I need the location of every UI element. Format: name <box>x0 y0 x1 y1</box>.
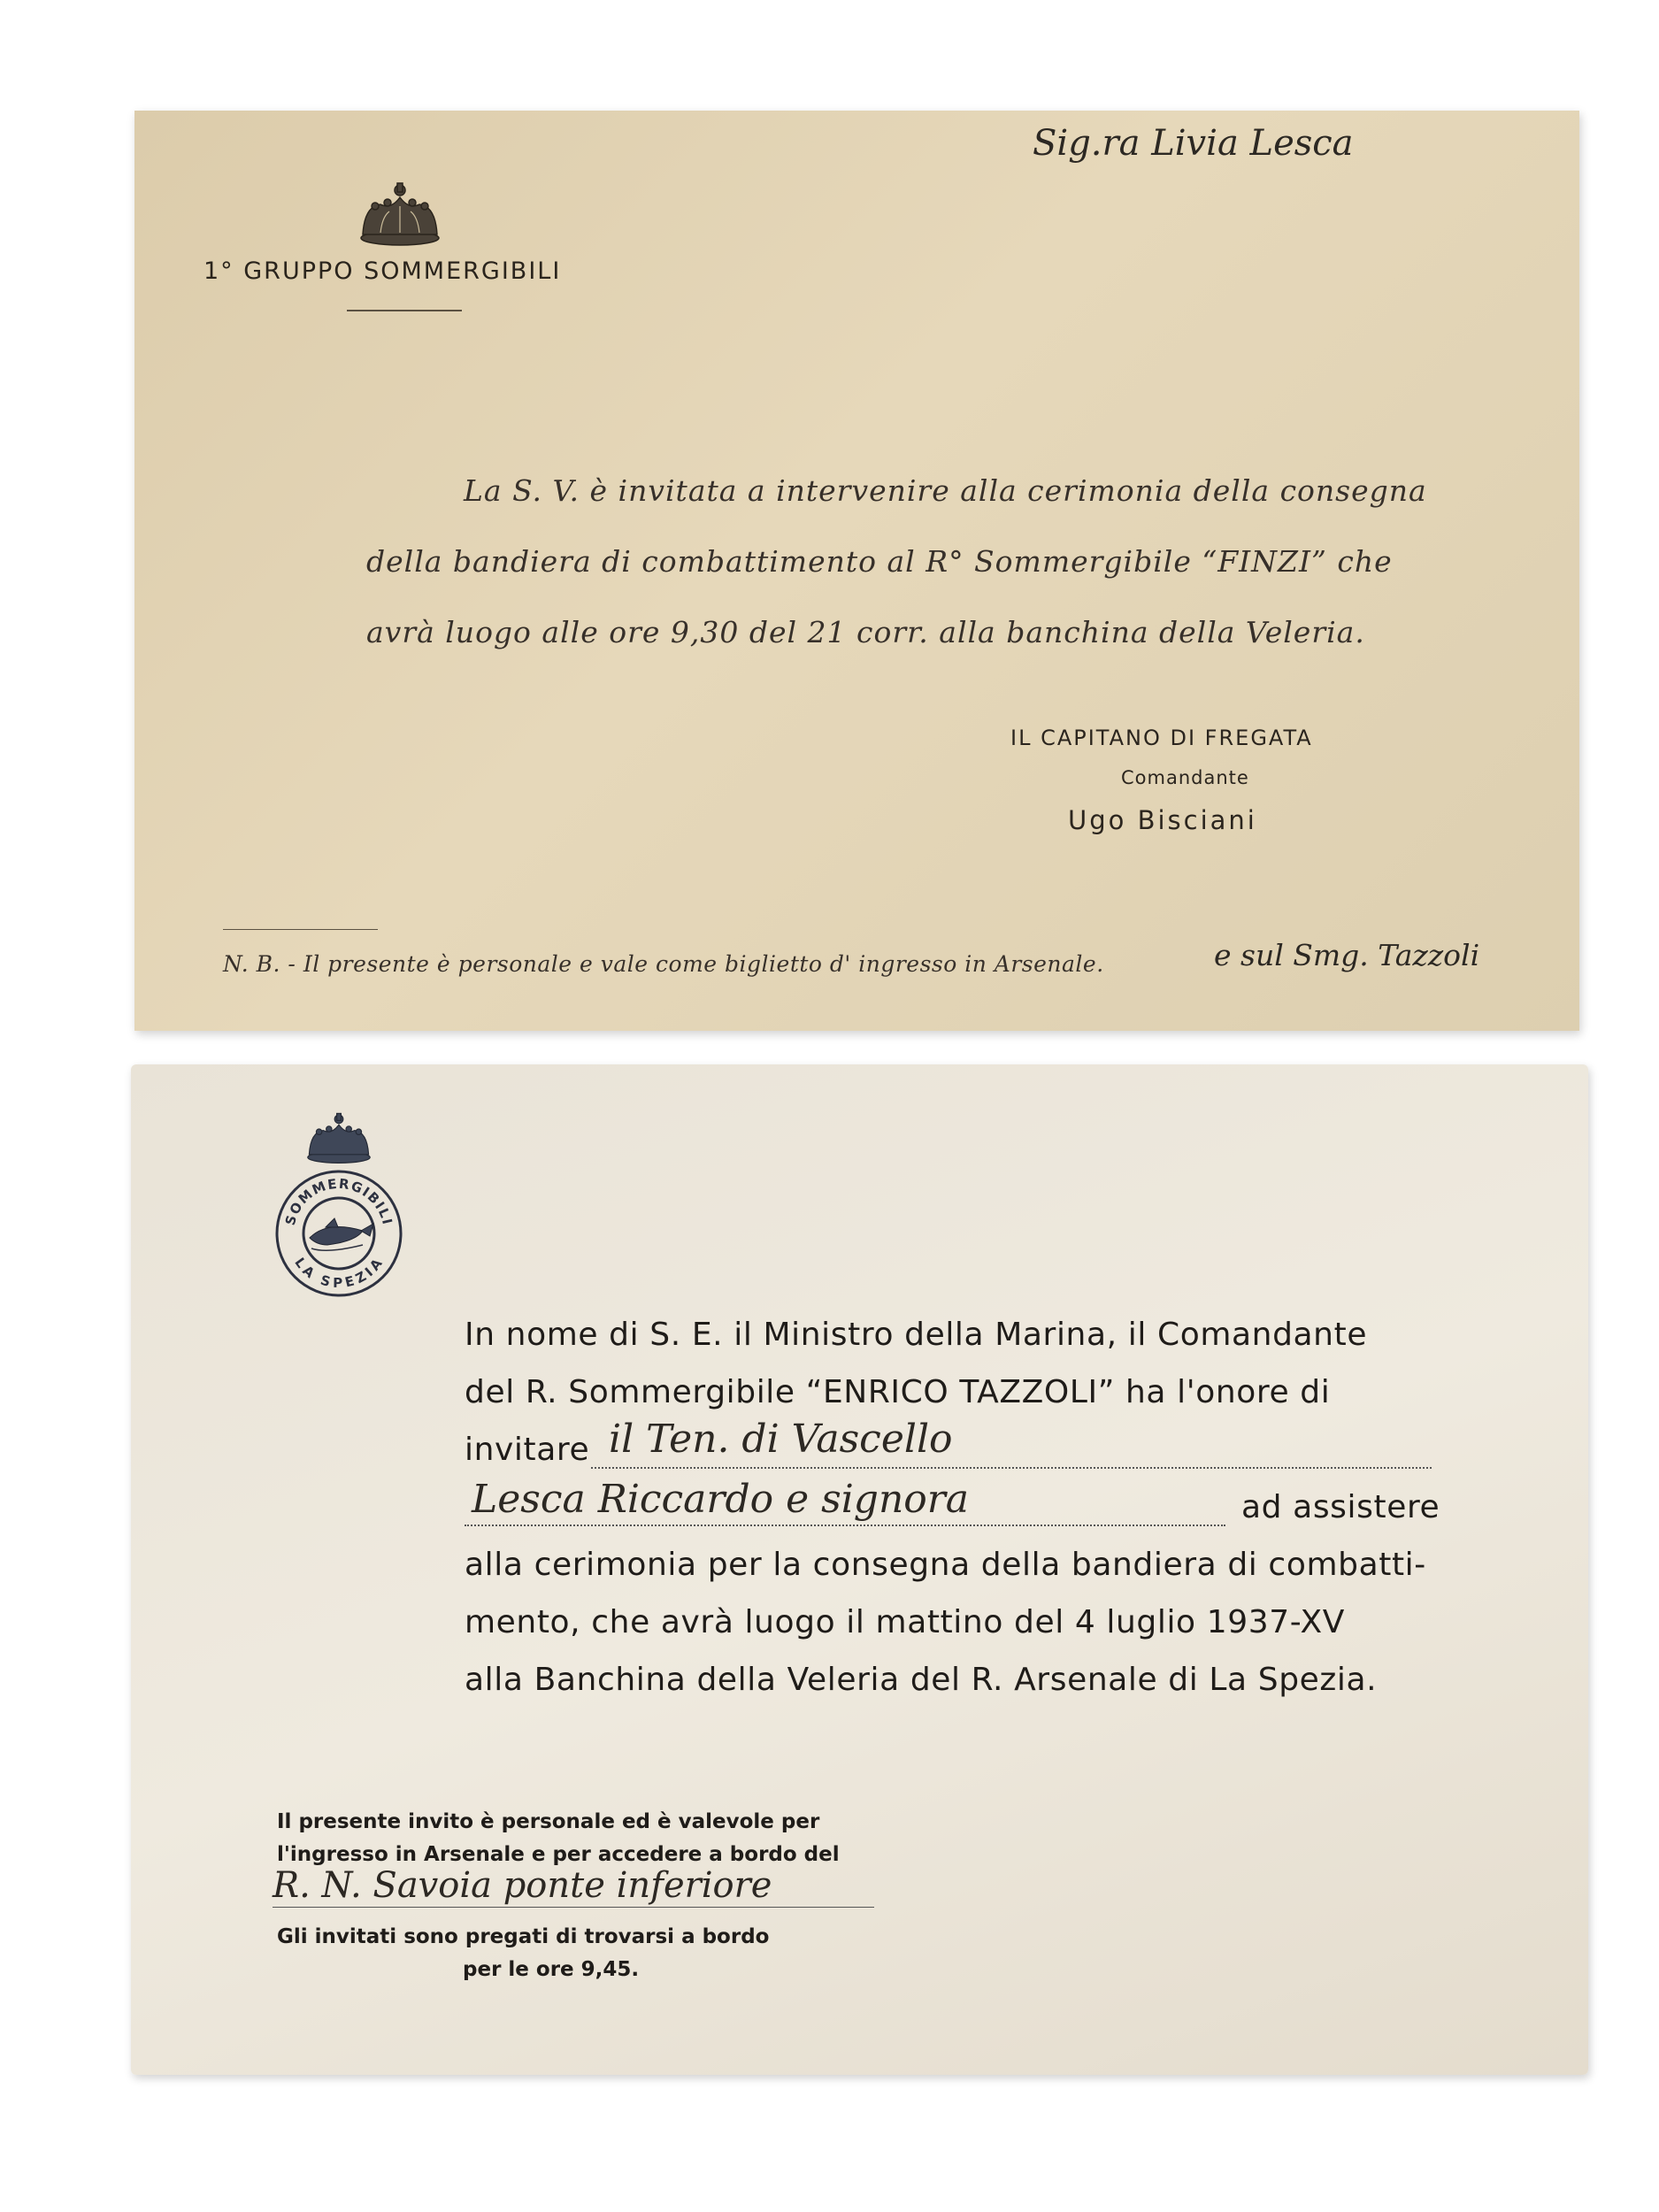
crown-icon <box>356 180 444 252</box>
invitee-line-2: Lesca Riccardo e signora <box>472 1477 970 1522</box>
invite-label: invitare <box>465 1432 590 1468</box>
group-title: 1° GRUPPO SOMMERGIBILI <box>204 257 562 285</box>
crown-icon <box>303 1110 374 1169</box>
signatory-role: Comandante <box>1121 767 1249 788</box>
body-line-3: avrà luogo alle ore 9,30 del 21 corr. alla banchina della Veleria. <box>366 615 1365 649</box>
signatory-rank: IL CAPITANO DI FREGATA <box>1010 726 1313 750</box>
note-divider <box>223 929 378 930</box>
emblem-top-text: SOMMERGIBILI <box>281 1175 396 1227</box>
handwritten-recipient: Sig.ra Livia Lesca <box>1033 123 1354 164</box>
note-handwritten-rule <box>273 1907 874 1908</box>
note-handwritten: R. N. Savoia ponte inferiore <box>273 1865 772 1906</box>
invitee-line-2-rule <box>465 1525 1225 1526</box>
svg-text:SOMMERGIBILI <box>282 1176 396 1227</box>
invitation-card-finzi <box>134 111 1579 1031</box>
invite-line-5: alla cerimonia per la consegna della bandiera di combatti- <box>465 1547 1426 1583</box>
body-line-2: della bandiera di combattimento al R° Sommergibile “FINZI” che <box>366 544 1393 579</box>
invite-line-6: mento, che avrà luogo il mattino del 4 luglio 1937-XV <box>465 1604 1346 1640</box>
entry-note-handwritten: e sul Smg. Tazzoli <box>1214 938 1480 972</box>
emblem-bottom-text: LA SPEZIA <box>291 1255 387 1292</box>
body-line-1: La S. V. è invitata a intervenire alla cerimonia della consegna <box>464 473 1427 508</box>
signatory-name: Ugo Bisciani <box>1068 805 1257 835</box>
note-line-2: l'ingresso in Arsenale e per accedere a bordo del <box>277 1843 840 1866</box>
invite-line-2: del R. Sommergibile “ENRICO TAZZOLI” ha l'onore di <box>465 1374 1331 1410</box>
note-line-4: per le ore 9,45. <box>463 1958 640 1981</box>
entry-note: N. B. - Il presente è personale e vale come biglietto d' ingresso in Arsenale. <box>223 951 1104 977</box>
invitee-line-1: il Ten. di Vascello <box>609 1417 953 1462</box>
attend-label: ad assistere <box>1241 1489 1440 1525</box>
invitee-line-1-rule <box>591 1467 1432 1469</box>
invite-line-7: alla Banchina della Veleria del R. Arsenale di La Spezia. <box>465 1662 1378 1698</box>
divider <box>347 310 462 311</box>
note-line-3: Gli invitati sono pregati di trovarsi a bordo <box>277 1925 770 1948</box>
invitation-card-tazzoli <box>131 1064 1588 2075</box>
invite-line-1: In nome di S. E. il Ministro della Marina, il Comandante <box>465 1317 1368 1353</box>
submarine-emblem-icon <box>274 1169 403 1298</box>
note-line-1: Il presente invito è personale ed è valevole per <box>277 1810 820 1833</box>
